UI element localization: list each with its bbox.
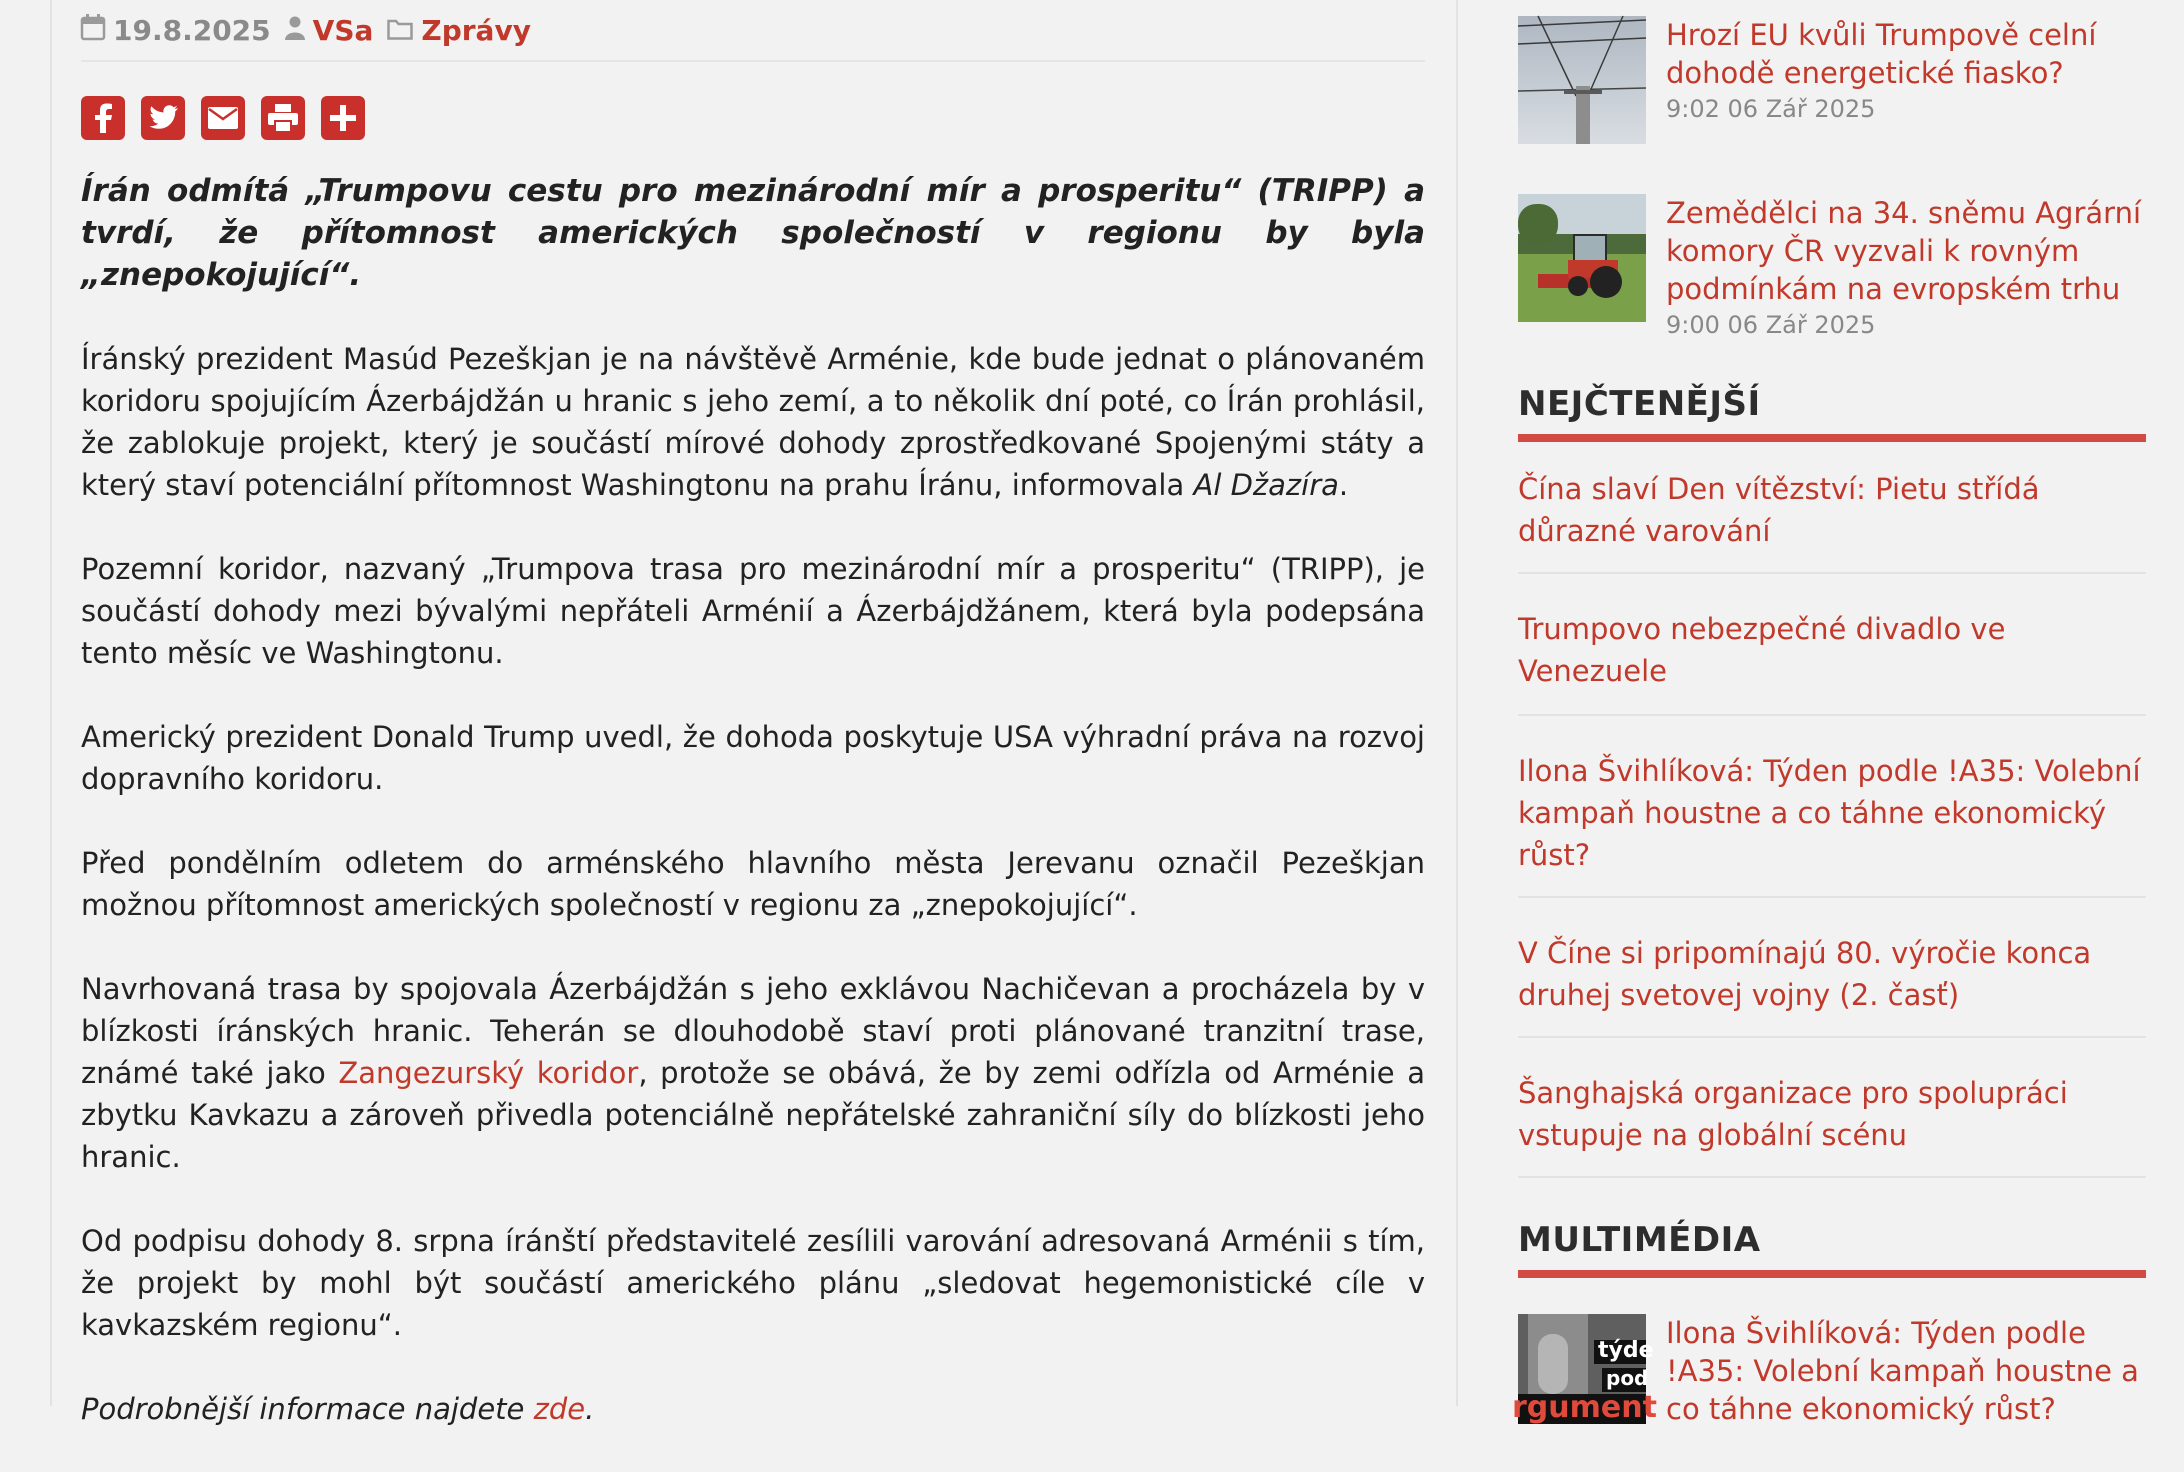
email-share-button[interactable] [201, 96, 245, 140]
article-lead: Írán odmítá „Trumpovu cestu pro mezinárodní mír a prosperitu“ (TRIPP) a tvrdí, že přítomnost amerických společností v regionu by byla „znepokojující“. [81, 173, 1425, 293]
article-meta [81, 0, 1425, 62]
twitter-share-button[interactable] [141, 96, 185, 140]
article-paragraph-4: Před pondělním odletem do arménského hlavního města Jerevanu označil Pezeškjan možnou přítomnost amerických společností v regionu za „znepokojující“. [81, 846, 1425, 922]
latest-item[interactable] [1518, 194, 2146, 340]
latest-item-date: 9:00 06 Zář 2025 [1666, 311, 1876, 339]
zangezur-corridor-link[interactable]: Zangezurský koridor [338, 1056, 639, 1090]
article-date: 19.8.2025 [113, 13, 271, 47]
facebook-share-button[interactable] [81, 96, 125, 140]
facebook-icon [90, 103, 116, 133]
article-paragraph-3: Americký prezident Donald Trump uvedl, že dohoda poskytuje USA výhradní práva na rozvoj dopravního koridoru. [81, 720, 1425, 796]
more-info-text: . [585, 1392, 595, 1426]
multimedia-item-title[interactable]: Ilona Švihlíková: Týden podle !A35: Volební kampaň houstne a co táhne ekonomický růst? [1666, 1316, 2139, 1426]
tractor-thumbnail[interactable] [1518, 194, 1646, 322]
latest-item-title[interactable]: Hrozí EU kvůli Trumpově celní dohodě energetické fiasko? [1666, 18, 2097, 90]
latest-item-text [1666, 16, 2146, 144]
sidebar [1512, 0, 2146, 1428]
section-title-popular: NEJČTENĚJŠÍ [1518, 384, 2146, 442]
paragraph-text: Navrhovaná trasa by spojovala Ázerbájdžán s jeho exklávou Nachičevan a procházela by v blízkosti íránských hranic. Teherán se dlouhodobě staví proti plánované tranzitní trase, známé také jako [81, 972, 1425, 1090]
article-paragraph-6: Od podpisu dohody 8. srpna íránští představitelé zesílili varování adresovaná Arménii s tím, že projekt by mohl být součástí amerického plánu „sledovat hegemonistické cíle v kavkazském regionu“. [81, 1224, 1425, 1342]
article-category-link[interactable]: Zprávy [421, 13, 531, 47]
more-info-text: Podrobnější informace najdete [81, 1392, 534, 1426]
plus-icon [330, 105, 356, 131]
more-info-link[interactable]: zde [533, 1392, 586, 1426]
print-icon [268, 104, 298, 132]
left-border [50, 0, 52, 1406]
thumb-caption: rgument [1512, 1390, 1657, 1425]
power-line-thumbnail[interactable] [1518, 16, 1646, 144]
popular-item[interactable]: Ilona Švihlíková: Týden podle !A35: Volební kampaň houstne a co táhne ekonomický růst? [1518, 716, 2146, 898]
more-share-button[interactable] [321, 96, 365, 140]
thumb-caption: pod [1606, 1366, 1649, 1390]
thumb-caption: týde [1598, 1338, 1654, 1363]
paragraph-text: , protože se obává, že by zemi odřízla od Arménie a zbytku Kavkazu a zároveň přivedla potenciálně nepřátelské zahraniční síly do blízkosti jeho hranic. [81, 1056, 1425, 1174]
article-paragraph-5 [81, 968, 1425, 1178]
latest-item-text [1666, 194, 2146, 340]
source-name: Al Džazíra [1193, 468, 1339, 502]
article-author-link[interactable]: VSa [312, 13, 374, 47]
multimedia-item[interactable] [1512, 1314, 2146, 1428]
print-share-button[interactable] [261, 96, 305, 140]
article-paragraph-2: Pozemní koridor, nazvaný „Trumpova trasa pro mezinárodní mír a prosperitu“ (TRIPP), je součástí dohody mezi bývalými nepřáteli Arménií a Ázerbájdžánem, která byla podepsána tento měsíc ve Washingtonu. [81, 552, 1425, 670]
popular-item[interactable]: Čína slaví Den vítězství: Pietu střídá důrazné varování [1518, 448, 2146, 574]
podcast-thumbnail[interactable] [1512, 1314, 1657, 1425]
popular-list [1518, 448, 2146, 1178]
popular-item[interactable]: Trumpovo nebezpečné divadlo ve Venezuele [1518, 574, 2146, 716]
article-paragraph-1 [81, 338, 1425, 506]
paragraph-text: Íránský prezident Masúd Pezeškjan je na návštěvě Arménie, kde bude jednat o plánovaném koridoru spojujícím Ázerbájdžán u hranic s jeho zemí, a to několik dní poté, co Írán prohlásil, že zablokuje projekt, který je součástí mírové dohody zprostředkované Spojenými státy a který staví potenciální přítomnost Washingtonu na prahu Íránu, informovala [81, 342, 1425, 502]
column-divider [1456, 0, 1458, 1406]
popular-item[interactable]: Šanghajská organizace pro spolupráci vstupuje na globální scénu [1518, 1038, 2146, 1178]
section-title-multimedia: MULTIMÉDIA [1518, 1220, 2146, 1278]
article [81, 0, 1425, 1472]
calendar-icon [81, 14, 105, 47]
latest-item-date: 9:02 06 Zář 2025 [1666, 95, 1876, 123]
article-more-info [81, 1388, 1425, 1430]
user-icon [285, 14, 305, 47]
paragraph-text: . [1338, 468, 1349, 502]
latest-item-title[interactable]: Zemědělci na 34. sněmu Agrární komory ČR vyzvali k rovným podmínkám na evropském trhu [1666, 196, 2142, 306]
popular-item[interactable]: V Číne si pripomínajú 80. výročie konca druhej svetovej vojny (2. časť) [1518, 898, 2146, 1038]
email-icon [208, 107, 238, 129]
twitter-icon [148, 105, 178, 131]
multimedia-item-text [1666, 1314, 2146, 1428]
latest-item[interactable] [1518, 16, 2146, 144]
share-bar [81, 96, 1425, 140]
folder-icon [387, 14, 413, 47]
